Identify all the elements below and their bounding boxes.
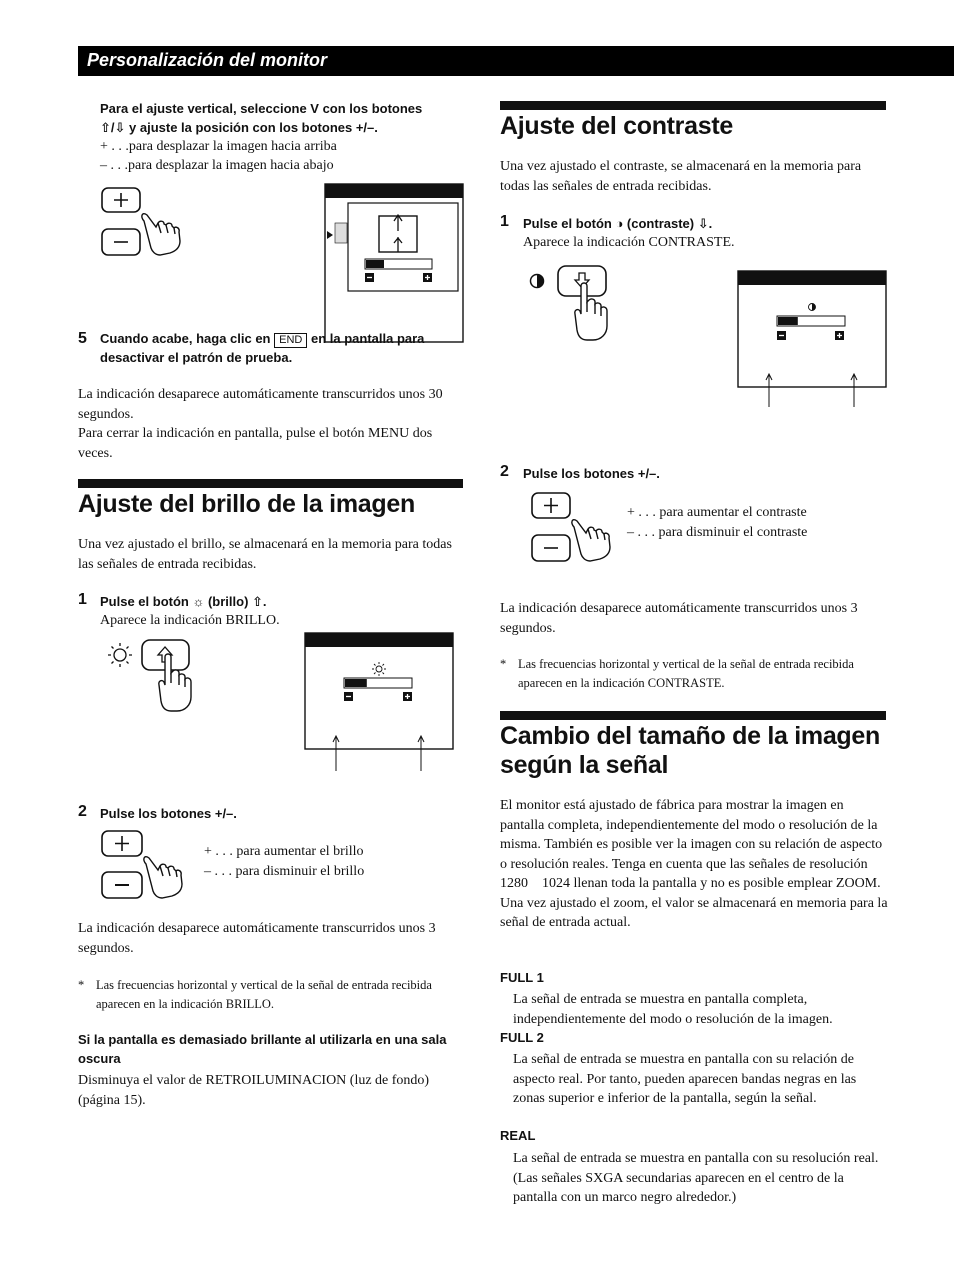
- step5-text-before: Cuando acabe, haga clic en: [100, 331, 271, 346]
- full2-label: FULL 2: [500, 1030, 544, 1045]
- brillo-heading: Ajuste del brillo de la imagen: [78, 490, 415, 518]
- contraste-plusminus-text: [627, 503, 877, 542]
- minus-button-icon: [102, 229, 140, 255]
- cambio-heading: [500, 722, 900, 780]
- full2-text: La señal de entrada se muestra en pantalla con su relación de aspecto real. Por tanto, pueden aparecen bandas negras en las zonas superior e inferior de la pantalla, según la señal.: [513, 1052, 857, 1106]
- contraste-plus-line: + . . . para aumentar el contraste: [627, 505, 807, 520]
- vertical-osd-screen: [323, 183, 465, 343]
- contraste-step2-number: 2: [500, 463, 509, 480]
- plus-button-icon: [102, 188, 140, 212]
- brillo-dark-text: Disminuya el valor de RETROILUMINACION (luz de fondo) (página 15).: [78, 1073, 430, 1108]
- real-label: REAL: [500, 1128, 536, 1143]
- header-title: Personalización del monitor: [87, 50, 328, 70]
- cambio-heading-line2: según la señal: [500, 751, 669, 779]
- brillo-step1-plain: Aparece la indicación BRILLO.: [100, 613, 280, 628]
- minus-button-icon: [532, 535, 570, 561]
- half-circle-icon: [531, 275, 544, 288]
- brillo-step1-bold: Pulse el botón ☼ (brillo) ⇧.: [100, 594, 267, 609]
- step5-text-after: en la pantalla para: [310, 331, 425, 346]
- brillo-dark-heading: Si la pantalla es demasiado brillante al utilizarla en una sala oscura: [78, 1032, 447, 1066]
- after-step5-p2: Para cerrar la indicación en pantalla, pulse el botón MENU dos veces.: [78, 426, 433, 461]
- sun-icon: [108, 643, 132, 667]
- pointing-hand-icon: [144, 857, 182, 898]
- brillo-osd-level-bar: [345, 679, 367, 687]
- brillo-osd-screen: [303, 631, 455, 773]
- contraste-rule: [500, 101, 886, 110]
- plus-button-icon: [532, 493, 570, 518]
- minus-button-icon: [102, 872, 142, 898]
- brillo-step2-number: 2: [78, 803, 87, 820]
- contraste-button-illustration: [525, 262, 625, 346]
- real-text: La señal de entrada se muestra en pantalla con su resolución real. (Las señales SXGA secundarias aparecen en el centro de la pantalla con un marco negro alrededor.): [513, 1151, 879, 1205]
- contraste-osd-level-bar: [778, 317, 798, 325]
- cambio-intro-p2: Una vez ajustado el zoom, el valor se almacenará en memoria para la señal de entrada actual.: [500, 895, 888, 930]
- brillo-after: La indicación desaparece automáticamente transcurridos unos 3 segundos.: [78, 921, 436, 956]
- header-bar: [78, 46, 954, 76]
- vertical-intro: [100, 99, 470, 175]
- pointing-hand-icon: [572, 520, 610, 561]
- contraste-note-star: *: [500, 657, 507, 671]
- vertical-intro-line2: ⇧/⇩ y ajuste la posición con los botones +/–.: [100, 120, 378, 135]
- contraste-heading: Ajuste del contraste: [500, 112, 733, 140]
- cambio-intro: [500, 796, 888, 933]
- vertical-minus-line: – . . .para desplazar la imagen hacia abajo: [100, 158, 334, 173]
- full1-text: La señal de entrada se muestra en pantalla completa, independientemente del modo o resolución de la imagen.: [513, 992, 833, 1027]
- brillo-rule: [78, 479, 463, 488]
- vertical-buttons-illustration: [96, 183, 196, 263]
- brillo-intro: Una vez ajustado el brillo, se almacenará en la memoria para todas las señales de entrada recibidas.: [78, 537, 452, 572]
- brillo-plus-line: + . . . para aumentar el brillo: [204, 844, 364, 859]
- cambio-rule: [500, 711, 886, 720]
- contraste-osd-screen: [736, 269, 888, 411]
- contraste-plusminus-illustration: [526, 489, 626, 569]
- brillo-note-star: *: [78, 978, 85, 992]
- vertical-intro-line1: Para el ajuste vertical, seleccione V con los botones: [100, 101, 423, 116]
- after-step5-p1: La indicación desaparece automáticamente transcurridos unos 30 segundos.: [78, 387, 443, 422]
- full1-label: FULL 1: [500, 970, 544, 985]
- brillo-plusminus-illustration: [96, 826, 196, 906]
- end-button[interactable]: END: [274, 333, 307, 348]
- contraste-step1: [523, 214, 883, 252]
- brillo-step1: [100, 592, 460, 630]
- step5-number: 5: [78, 330, 87, 347]
- contraste-step1-bold: Pulse el botón ◑ (contraste) ⇩.: [523, 216, 713, 231]
- pointing-hand-icon: [142, 214, 180, 255]
- step5-text: [100, 329, 470, 367]
- cambio-heading-line1: Cambio del tamaño de la imagen: [500, 722, 880, 750]
- contraste-after: La indicación desaparece automáticamente transcurridos unos 3 segundos.: [500, 601, 858, 636]
- brillo-step1-number: 1: [78, 591, 87, 608]
- after-step5-text: [78, 385, 463, 463]
- plus-button-icon: [102, 831, 142, 856]
- brillo-step2-bold: Pulse los botones +/–.: [100, 806, 237, 821]
- brillo-minus-line: – . . . para disminuir el brillo: [204, 863, 365, 879]
- brillo-plusminus-text: [204, 842, 444, 881]
- brillo-button-illustration: [105, 635, 205, 715]
- contraste-step1-number: 1: [500, 213, 509, 230]
- contraste-step1-plain: Aparece la indicación CONTRASTE.: [523, 235, 735, 250]
- brillo-note: Las frecuencias horizontal y vertical de la señal de entrada recibida aparecen en la indicación BRILLO.: [96, 978, 432, 1011]
- contraste-note: Las frecuencias horizontal y vertical de la señal de entrada recibida aparecen en la indicación CONTRASTE.: [518, 657, 854, 690]
- contraste-step2-bold: Pulse los botones +/–.: [523, 466, 660, 481]
- step5-text-line2: desactivar el patrón de prueba.: [100, 350, 293, 365]
- contraste-intro: Una vez ajustado el contraste, se almacenará en la memoria para todas las señales de entrada recibidas.: [500, 159, 862, 194]
- cambio-intro-p1: El monitor está ajustado de fábrica para mostrar la imagen en pantalla completa, independientemente del modo o resolución de la misma. También es posible ver la imagen con su relación de aspecto o resolución reales. Tenga en cuenta que las señales de resolución 1280 1024 llenan toda la pantalla y no es posible emplear ZOOM.: [500, 798, 886, 891]
- vertical-plus-line: + . . .para desplazar la imagen hacia arriba: [100, 139, 337, 154]
- contraste-minus-line: – . . . para disminuir el contraste: [627, 524, 808, 540]
